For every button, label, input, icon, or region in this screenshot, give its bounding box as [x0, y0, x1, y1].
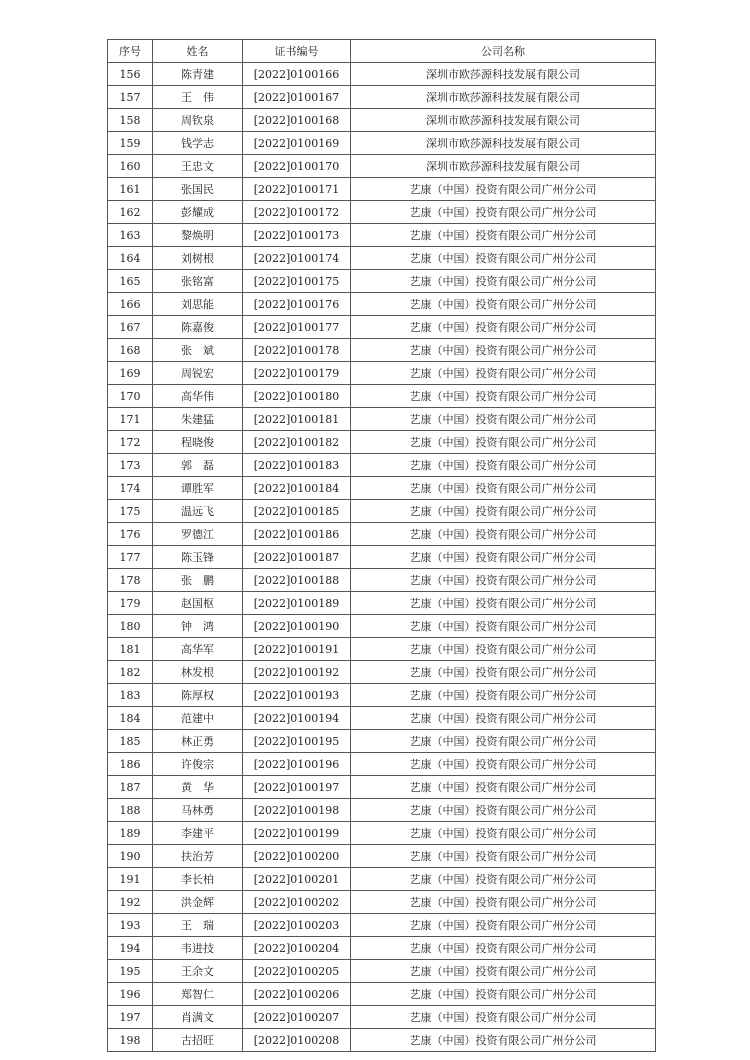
cell-name: 古招旺 — [153, 1029, 243, 1052]
cell-index: 160 — [108, 155, 153, 178]
cell-company: 艺康（中国）投资有限公司广州分公司 — [351, 891, 656, 914]
cell-company: 艺康（中国）投资有限公司广州分公司 — [351, 914, 656, 937]
cell-company: 艺康（中国）投资有限公司广州分公司 — [351, 339, 656, 362]
cell-name: 郑智仁 — [153, 983, 243, 1006]
cell-certificate-no: [2022]0100192 — [243, 661, 351, 684]
header-index: 序号 — [108, 40, 153, 63]
cell-company: 艺康（中国）投资有限公司广州分公司 — [351, 247, 656, 270]
cell-name: 王余文 — [153, 960, 243, 983]
cell-name: 马林勇 — [153, 799, 243, 822]
cell-name: 许俊宗 — [153, 753, 243, 776]
table-row — [108, 868, 656, 891]
cell-certificate-no: [2022]0100170 — [243, 155, 351, 178]
cell-index: 198 — [108, 1029, 153, 1052]
table-row — [108, 753, 656, 776]
cell-name: 陈厚权 — [153, 684, 243, 707]
table-row — [108, 684, 656, 707]
cell-index: 179 — [108, 592, 153, 615]
cell-name: 周钦泉 — [153, 109, 243, 132]
cell-certificate-no: [2022]0100191 — [243, 638, 351, 661]
cell-company: 艺康（中国）投资有限公司广州分公司 — [351, 1029, 656, 1052]
cell-name: 黎焕明 — [153, 224, 243, 247]
cell-certificate-no: [2022]0100185 — [243, 500, 351, 523]
table-row — [108, 914, 656, 937]
table-body — [108, 63, 656, 1052]
cell-index: 172 — [108, 431, 153, 454]
cell-company: 艺康（中国）投资有限公司广州分公司 — [351, 569, 656, 592]
cell-name: 罗德江 — [153, 523, 243, 546]
cell-index: 194 — [108, 937, 153, 960]
cell-index: 168 — [108, 339, 153, 362]
cell-index: 156 — [108, 63, 153, 86]
cell-certificate-no: [2022]0100166 — [243, 63, 351, 86]
cell-name: 郭 磊 — [153, 454, 243, 477]
cell-certificate-no: [2022]0100167 — [243, 86, 351, 109]
cell-certificate-no: [2022]0100207 — [243, 1006, 351, 1029]
cell-index: 163 — [108, 224, 153, 247]
cell-name: 张国民 — [153, 178, 243, 201]
cell-name: 陈嘉俊 — [153, 316, 243, 339]
cell-certificate-no: [2022]0100201 — [243, 868, 351, 891]
table-row — [108, 339, 656, 362]
cell-company: 深圳市欧莎源科技发展有限公司 — [351, 86, 656, 109]
cell-company: 艺康（中国）投资有限公司广州分公司 — [351, 454, 656, 477]
cell-certificate-no: [2022]0100193 — [243, 684, 351, 707]
table-row — [108, 592, 656, 615]
cell-index: 180 — [108, 615, 153, 638]
cell-index: 187 — [108, 776, 153, 799]
cell-name: 张铭富 — [153, 270, 243, 293]
cell-company: 艺康（中国）投资有限公司广州分公司 — [351, 408, 656, 431]
cell-index: 191 — [108, 868, 153, 891]
cell-certificate-no: [2022]0100173 — [243, 224, 351, 247]
table-row — [108, 569, 656, 592]
cell-name: 刘树根 — [153, 247, 243, 270]
cell-name: 黄 华 — [153, 776, 243, 799]
cell-index: 175 — [108, 500, 153, 523]
cell-company: 艺康（中国）投资有限公司广州分公司 — [351, 707, 656, 730]
cell-name: 钱学志 — [153, 132, 243, 155]
table-row — [108, 385, 656, 408]
cell-index: 197 — [108, 1006, 153, 1029]
table-row — [108, 960, 656, 983]
cell-company: 深圳市欧莎源科技发展有限公司 — [351, 132, 656, 155]
table-row — [108, 845, 656, 868]
cell-name: 刘思能 — [153, 293, 243, 316]
cell-company: 艺康（中国）投资有限公司广州分公司 — [351, 385, 656, 408]
cell-index: 188 — [108, 799, 153, 822]
cell-company: 艺康（中国）投资有限公司广州分公司 — [351, 845, 656, 868]
table-row — [108, 546, 656, 569]
table-row — [108, 776, 656, 799]
cell-certificate-no: [2022]0100174 — [243, 247, 351, 270]
cell-certificate-no: [2022]0100195 — [243, 730, 351, 753]
cell-name: 林发根 — [153, 661, 243, 684]
table-row — [108, 270, 656, 293]
cell-company: 艺康（中国）投资有限公司广州分公司 — [351, 316, 656, 339]
cell-index: 186 — [108, 753, 153, 776]
cell-name: 程晓俊 — [153, 431, 243, 454]
cell-certificate-no: [2022]0100168 — [243, 109, 351, 132]
table-row — [108, 224, 656, 247]
cell-certificate-no: [2022]0100190 — [243, 615, 351, 638]
cell-name: 肖满文 — [153, 1006, 243, 1029]
table-row — [108, 201, 656, 224]
cell-index: 190 — [108, 845, 153, 868]
table-row — [108, 454, 656, 477]
cell-index: 173 — [108, 454, 153, 477]
cell-company: 艺康（中国）投资有限公司广州分公司 — [351, 201, 656, 224]
header-company: 公司名称 — [351, 40, 656, 63]
cell-index: 169 — [108, 362, 153, 385]
table-header-row — [108, 40, 656, 63]
cell-name: 谭胜军 — [153, 477, 243, 500]
cell-name: 王 瑞 — [153, 914, 243, 937]
cell-index: 170 — [108, 385, 153, 408]
cell-company: 深圳市欧莎源科技发展有限公司 — [351, 63, 656, 86]
cell-name: 高华军 — [153, 638, 243, 661]
cell-name: 李建平 — [153, 822, 243, 845]
table-row — [108, 707, 656, 730]
cell-name: 陈青建 — [153, 63, 243, 86]
cell-certificate-no: [2022]0100184 — [243, 477, 351, 500]
cell-name: 朱建猛 — [153, 408, 243, 431]
cell-company: 艺康（中国）投资有限公司广州分公司 — [351, 753, 656, 776]
header-name: 姓名 — [153, 40, 243, 63]
table-row — [108, 109, 656, 132]
cell-name: 韦进技 — [153, 937, 243, 960]
cell-company: 艺康（中国）投资有限公司广州分公司 — [351, 615, 656, 638]
table-row — [108, 822, 656, 845]
cell-company: 深圳市欧莎源科技发展有限公司 — [351, 155, 656, 178]
table-row — [108, 891, 656, 914]
table-row — [108, 63, 656, 86]
cell-company: 艺康（中国）投资有限公司广州分公司 — [351, 868, 656, 891]
cell-company: 艺康（中国）投资有限公司广州分公司 — [351, 661, 656, 684]
cell-certificate-no: [2022]0100182 — [243, 431, 351, 454]
cell-index: 178 — [108, 569, 153, 592]
table-row — [108, 661, 656, 684]
cell-certificate-no: [2022]0100196 — [243, 753, 351, 776]
cell-company: 艺康（中国）投资有限公司广州分公司 — [351, 1006, 656, 1029]
cell-index: 161 — [108, 178, 153, 201]
table-row — [108, 730, 656, 753]
table-row — [108, 500, 656, 523]
cell-company: 艺康（中国）投资有限公司广州分公司 — [351, 362, 656, 385]
table-row — [108, 1029, 656, 1052]
cell-name: 林正勇 — [153, 730, 243, 753]
cell-certificate-no: [2022]0100189 — [243, 592, 351, 615]
cell-certificate-no: [2022]0100179 — [243, 362, 351, 385]
cell-index: 177 — [108, 546, 153, 569]
table-row — [108, 155, 656, 178]
table-row — [108, 408, 656, 431]
cell-name: 洪金辉 — [153, 891, 243, 914]
cell-index: 185 — [108, 730, 153, 753]
cell-company: 艺康（中国）投资有限公司广州分公司 — [351, 638, 656, 661]
cell-index: 171 — [108, 408, 153, 431]
cell-index: 189 — [108, 822, 153, 845]
cell-certificate-no: [2022]0100206 — [243, 983, 351, 1006]
cell-name: 彭耀成 — [153, 201, 243, 224]
cell-certificate-no: [2022]0100203 — [243, 914, 351, 937]
header-certificate-no: 证书编号 — [243, 40, 351, 63]
cell-name: 扶治芳 — [153, 845, 243, 868]
cell-index: 159 — [108, 132, 153, 155]
cell-company: 艺康（中国）投资有限公司广州分公司 — [351, 983, 656, 1006]
cell-company: 艺康（中国）投资有限公司广州分公司 — [351, 178, 656, 201]
cell-index: 162 — [108, 201, 153, 224]
cell-certificate-no: [2022]0100199 — [243, 822, 351, 845]
cell-certificate-no: [2022]0100186 — [243, 523, 351, 546]
cell-certificate-no: [2022]0100198 — [243, 799, 351, 822]
cell-company: 艺康（中国）投资有限公司广州分公司 — [351, 546, 656, 569]
cell-certificate-no: [2022]0100208 — [243, 1029, 351, 1052]
table-row — [108, 247, 656, 270]
cell-certificate-no: [2022]0100176 — [243, 293, 351, 316]
cell-name: 张 斌 — [153, 339, 243, 362]
table-row — [108, 615, 656, 638]
cell-certificate-no: [2022]0100177 — [243, 316, 351, 339]
table-row — [108, 937, 656, 960]
cell-name: 范建中 — [153, 707, 243, 730]
cell-company: 艺康（中国）投资有限公司广州分公司 — [351, 684, 656, 707]
certificate-table — [107, 39, 656, 1052]
cell-certificate-no: [2022]0100200 — [243, 845, 351, 868]
cell-company: 艺康（中国）投资有限公司广州分公司 — [351, 799, 656, 822]
cell-index: 166 — [108, 293, 153, 316]
cell-index: 192 — [108, 891, 153, 914]
cell-certificate-no: [2022]0100204 — [243, 937, 351, 960]
table-row — [108, 362, 656, 385]
cell-name: 温远飞 — [153, 500, 243, 523]
cell-certificate-no: [2022]0100188 — [243, 569, 351, 592]
table-row — [108, 523, 656, 546]
cell-certificate-no: [2022]0100187 — [243, 546, 351, 569]
cell-name: 陈玉锋 — [153, 546, 243, 569]
cell-name: 张 鹏 — [153, 569, 243, 592]
cell-certificate-no: [2022]0100202 — [243, 891, 351, 914]
cell-index: 182 — [108, 661, 153, 684]
cell-name: 赵国枢 — [153, 592, 243, 615]
cell-name: 高华伟 — [153, 385, 243, 408]
table-row — [108, 431, 656, 454]
cell-name: 周锐宏 — [153, 362, 243, 385]
cell-index: 183 — [108, 684, 153, 707]
cell-company: 艺康（中国）投资有限公司广州分公司 — [351, 960, 656, 983]
cell-index: 165 — [108, 270, 153, 293]
cell-company: 艺康（中国）投资有限公司广州分公司 — [351, 523, 656, 546]
table-row — [108, 799, 656, 822]
table-row — [108, 293, 656, 316]
cell-index: 176 — [108, 523, 153, 546]
cell-company: 艺康（中国）投资有限公司广州分公司 — [351, 937, 656, 960]
cell-certificate-no: [2022]0100197 — [243, 776, 351, 799]
cell-company: 艺康（中国）投资有限公司广州分公司 — [351, 730, 656, 753]
cell-certificate-no: [2022]0100171 — [243, 178, 351, 201]
cell-index: 167 — [108, 316, 153, 339]
cell-company: 艺康（中国）投资有限公司广州分公司 — [351, 224, 656, 247]
cell-certificate-no: [2022]0100172 — [243, 201, 351, 224]
cell-index: 158 — [108, 109, 153, 132]
cell-company: 艺康（中国）投资有限公司广州分公司 — [351, 270, 656, 293]
table-row — [108, 1006, 656, 1029]
cell-company: 艺康（中国）投资有限公司广州分公司 — [351, 822, 656, 845]
cell-certificate-no: [2022]0100205 — [243, 960, 351, 983]
cell-name: 王忠文 — [153, 155, 243, 178]
cell-certificate-no: [2022]0100183 — [243, 454, 351, 477]
table-row — [108, 178, 656, 201]
cell-index: 174 — [108, 477, 153, 500]
cell-certificate-no: [2022]0100175 — [243, 270, 351, 293]
cell-certificate-no: [2022]0100178 — [243, 339, 351, 362]
cell-company: 艺康（中国）投资有限公司广州分公司 — [351, 293, 656, 316]
cell-certificate-no: [2022]0100169 — [243, 132, 351, 155]
cell-index: 181 — [108, 638, 153, 661]
cell-certificate-no: [2022]0100194 — [243, 707, 351, 730]
table-row — [108, 638, 656, 661]
cell-certificate-no: [2022]0100181 — [243, 408, 351, 431]
table-row — [108, 983, 656, 1006]
cell-name: 李长柏 — [153, 868, 243, 891]
table-row — [108, 477, 656, 500]
table-row — [108, 132, 656, 155]
cell-company: 艺康（中国）投资有限公司广州分公司 — [351, 477, 656, 500]
table-row — [108, 316, 656, 339]
cell-company: 艺康（中国）投资有限公司广州分公司 — [351, 592, 656, 615]
cell-index: 196 — [108, 983, 153, 1006]
cell-index: 157 — [108, 86, 153, 109]
cell-certificate-no: [2022]0100180 — [243, 385, 351, 408]
table-row — [108, 86, 656, 109]
cell-company: 艺康（中国）投资有限公司广州分公司 — [351, 500, 656, 523]
cell-company: 艺康（中国）投资有限公司广州分公司 — [351, 776, 656, 799]
cell-company: 艺康（中国）投资有限公司广州分公司 — [351, 431, 656, 454]
cell-index: 195 — [108, 960, 153, 983]
cell-index: 193 — [108, 914, 153, 937]
cell-index: 164 — [108, 247, 153, 270]
cell-index: 184 — [108, 707, 153, 730]
cell-name: 王 伟 — [153, 86, 243, 109]
cell-company: 深圳市欧莎源科技发展有限公司 — [351, 109, 656, 132]
cell-name: 钟 鸿 — [153, 615, 243, 638]
